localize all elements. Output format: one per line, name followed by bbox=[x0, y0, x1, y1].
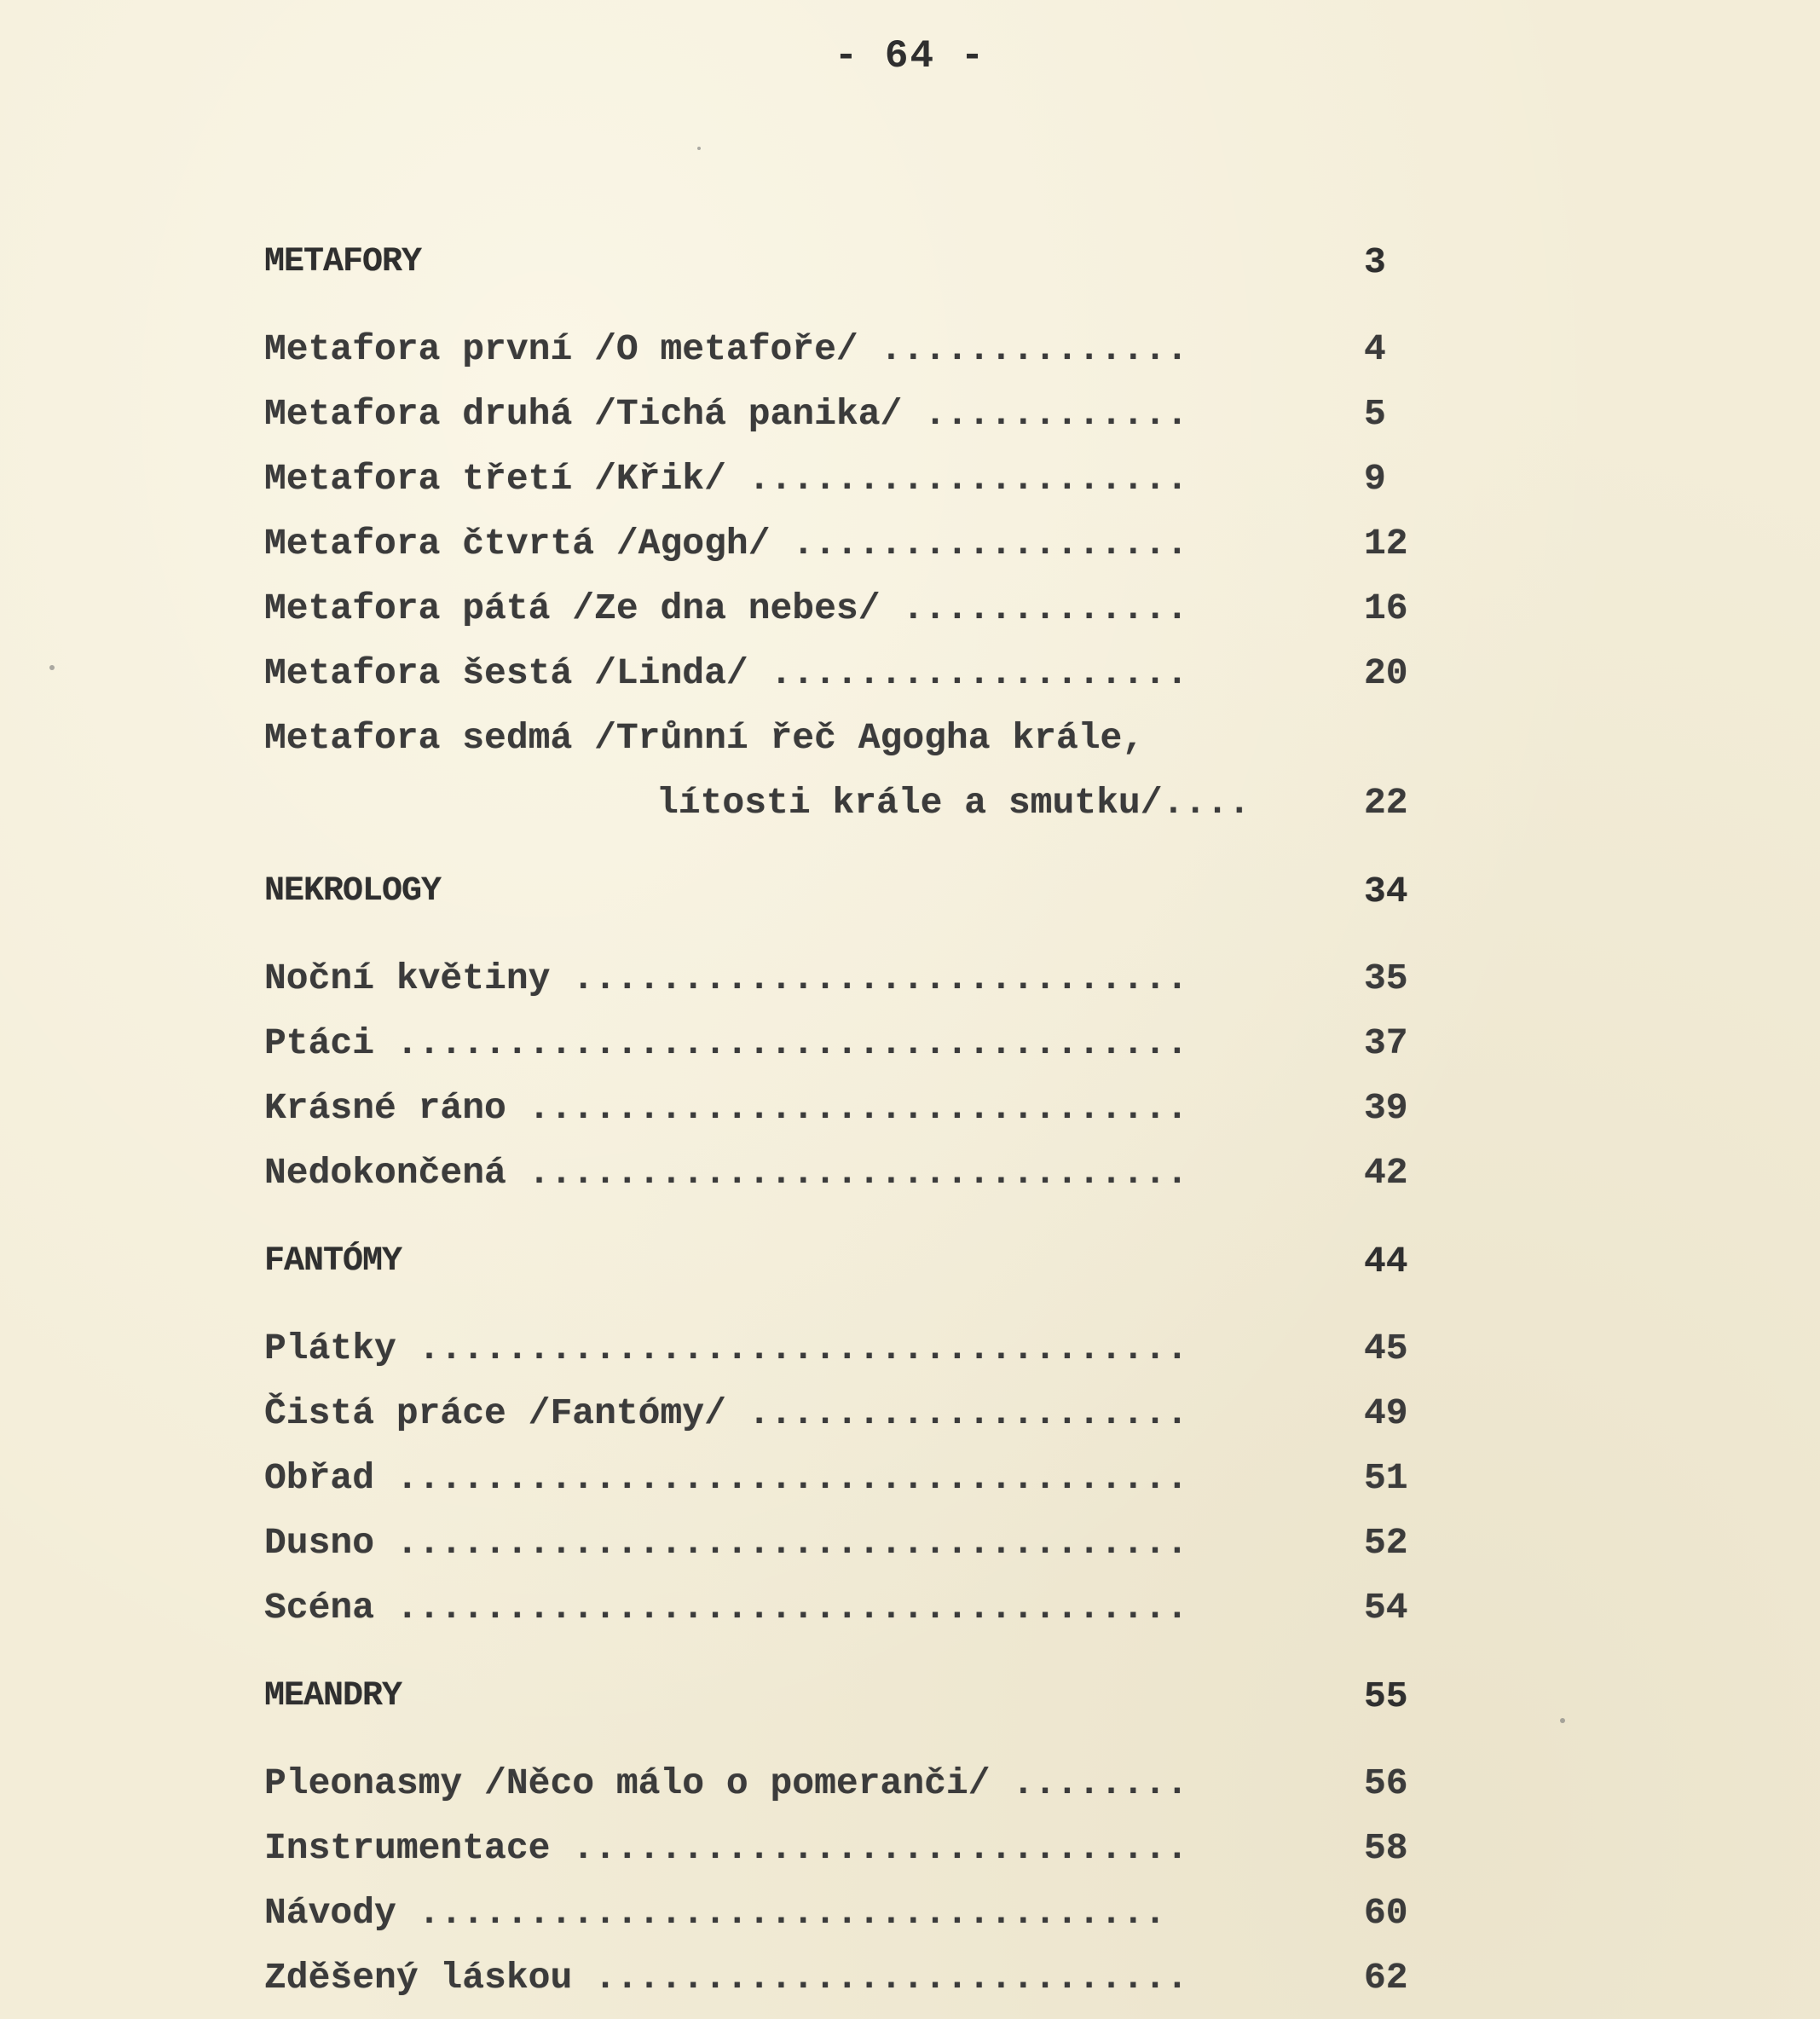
entry-page: 62 bbox=[1364, 1957, 1408, 1999]
entry-title: Metafora sedmá /Trůnní řeč Agogha krále, bbox=[264, 717, 1145, 759]
entry-page: 35 bbox=[1364, 957, 1408, 999]
toc-entry bbox=[264, 382, 1441, 447]
paper-speck bbox=[697, 147, 701, 150]
entry-page: 60 bbox=[1364, 1892, 1408, 1934]
entry-leader-dots: ............ bbox=[924, 393, 1188, 435]
entry-title: Zděšený láskou ........................... bbox=[264, 1957, 1188, 1999]
entry-leader-dots: ........................... bbox=[594, 1957, 1188, 1999]
entry-title-continuation: lítosti krále a smutku/.... bbox=[656, 782, 1251, 824]
entry-leader-dots: .................................... bbox=[396, 1587, 1188, 1629]
entry-title: Čistá práce /Fantómy/ .................... bbox=[264, 1392, 1188, 1434]
entry-page: 39 bbox=[1364, 1087, 1408, 1129]
section-page: 3 bbox=[1364, 241, 1386, 283]
toc-entry bbox=[264, 317, 1441, 382]
entry-title: Instrumentace ............................ bbox=[264, 1827, 1188, 1869]
entry-leader-dots: .................................... bbox=[396, 1522, 1188, 1564]
entry-page: 4 bbox=[1364, 328, 1386, 370]
section-title: MEANDRY bbox=[264, 1677, 402, 1715]
entry-title: Noční květiny ............................ bbox=[264, 957, 1188, 999]
section-heading-meandry bbox=[264, 1664, 1441, 1729]
paper-speck bbox=[1560, 1718, 1565, 1723]
section-page: 44 bbox=[1364, 1241, 1408, 1282]
entry-leader-dots: ............. bbox=[902, 587, 1188, 629]
entry-title: Plátky ................................... bbox=[264, 1328, 1188, 1369]
entry-leader-dots: ............................ bbox=[572, 957, 1188, 999]
entry-page: 52 bbox=[1364, 1522, 1408, 1564]
entry-title: Pleonasmy /Něco málo o pomeranči/ ........ bbox=[264, 1762, 1188, 1804]
toc-entry bbox=[264, 1816, 1441, 1881]
table-of-contents bbox=[264, 230, 1441, 2010]
entry-title: Metafora čtvrtá /Agogh/ .................. bbox=[264, 523, 1188, 564]
entry-page: 56 bbox=[1364, 1762, 1408, 1804]
toc-entry bbox=[264, 576, 1441, 641]
section-heading-nekrology bbox=[264, 859, 1441, 924]
entry-title: Metafora první /O metafoře/ .............. bbox=[264, 328, 1188, 370]
entry-leader-dots: .............. bbox=[880, 328, 1188, 370]
section-heading-fantomy bbox=[264, 1229, 1441, 1294]
entry-page: 45 bbox=[1364, 1328, 1408, 1369]
page-number: - 64 - bbox=[834, 34, 986, 78]
entry-leader-dots: .................................. bbox=[418, 1892, 1166, 1934]
entry-title: Nedokončená .............................. bbox=[264, 1152, 1188, 1194]
entry-page: 9 bbox=[1364, 458, 1386, 500]
entry-leader-dots: ........ bbox=[1012, 1762, 1188, 1804]
entry-page: 49 bbox=[1364, 1392, 1408, 1434]
toc-entry bbox=[264, 706, 1441, 771]
entry-page: 22 bbox=[1364, 782, 1408, 824]
section-title: METAFORY bbox=[264, 243, 422, 281]
entry-leader-dots: ................................... bbox=[418, 1328, 1188, 1369]
section-page: 55 bbox=[1364, 1675, 1408, 1717]
entry-page: 51 bbox=[1364, 1457, 1408, 1499]
section-page: 34 bbox=[1364, 871, 1408, 912]
entry-page: 58 bbox=[1364, 1827, 1408, 1869]
section-heading-metafory bbox=[264, 230, 1441, 295]
entry-leader-dots: .................... bbox=[748, 458, 1188, 500]
entry-leader-dots: .................. bbox=[792, 523, 1188, 564]
entry-title: Krásné ráno .............................. bbox=[264, 1087, 1188, 1129]
entry-leader-dots: ............................ bbox=[572, 1827, 1188, 1869]
section-title: NEKROLOGY bbox=[264, 872, 442, 911]
toc-entry bbox=[264, 1381, 1441, 1446]
entry-page: 20 bbox=[1364, 652, 1408, 694]
toc-entry bbox=[264, 447, 1441, 512]
toc-entry bbox=[264, 1076, 1441, 1141]
toc-entry bbox=[264, 1751, 1441, 1816]
paper-speck bbox=[49, 665, 55, 670]
entry-title: Metafora druhá /Tichá panika/ ............ bbox=[264, 393, 1188, 435]
entry-leader-dots: .............................. bbox=[528, 1087, 1188, 1129]
toc-entry bbox=[264, 1011, 1441, 1076]
toc-entry bbox=[264, 1446, 1441, 1511]
entry-title: Ptáci .................................... bbox=[264, 1022, 1188, 1064]
toc-entry bbox=[264, 641, 1441, 706]
toc-entry bbox=[264, 1881, 1441, 1946]
entry-title: Obřad .................................... bbox=[264, 1457, 1188, 1499]
entry-title: Metafora třetí /Křik/ .................... bbox=[264, 458, 1188, 500]
entry-page: 16 bbox=[1364, 587, 1408, 629]
toc-entry bbox=[264, 512, 1441, 576]
entry-page: 5 bbox=[1364, 393, 1386, 435]
entry-page: 54 bbox=[1364, 1587, 1408, 1629]
section-title: FANTÓMY bbox=[264, 1242, 402, 1281]
entry-title: Dusno .................................... bbox=[264, 1522, 1188, 1564]
entry-leader-dots: .............................. bbox=[528, 1152, 1188, 1194]
entry-page: 37 bbox=[1364, 1022, 1408, 1064]
entry-page: 42 bbox=[1364, 1152, 1408, 1194]
entry-leader-dots: .................... bbox=[748, 1392, 1188, 1434]
entry-title: Metafora šestá /Linda/ ................... bbox=[264, 652, 1188, 694]
toc-entry bbox=[264, 1316, 1441, 1381]
toc-entry-continuation bbox=[264, 771, 1441, 836]
entry-title: Scéna .................................... bbox=[264, 1587, 1188, 1629]
toc-entry bbox=[264, 1511, 1441, 1576]
entry-leader-dots: .................................... bbox=[396, 1022, 1188, 1064]
entry-leader-dots: ................... bbox=[770, 652, 1188, 694]
toc-entry bbox=[264, 1141, 1441, 1206]
entry-title: Metafora pátá /Ze dna nebes/ ............. bbox=[264, 587, 1188, 629]
entry-leader-dots: .................................... bbox=[396, 1457, 1188, 1499]
toc-entry bbox=[264, 1576, 1441, 1640]
entry-page: 12 bbox=[1364, 523, 1408, 564]
toc-entry bbox=[264, 1946, 1441, 2010]
toc-entry bbox=[264, 946, 1441, 1011]
entry-title: Návody .................................. bbox=[264, 1892, 1166, 1934]
